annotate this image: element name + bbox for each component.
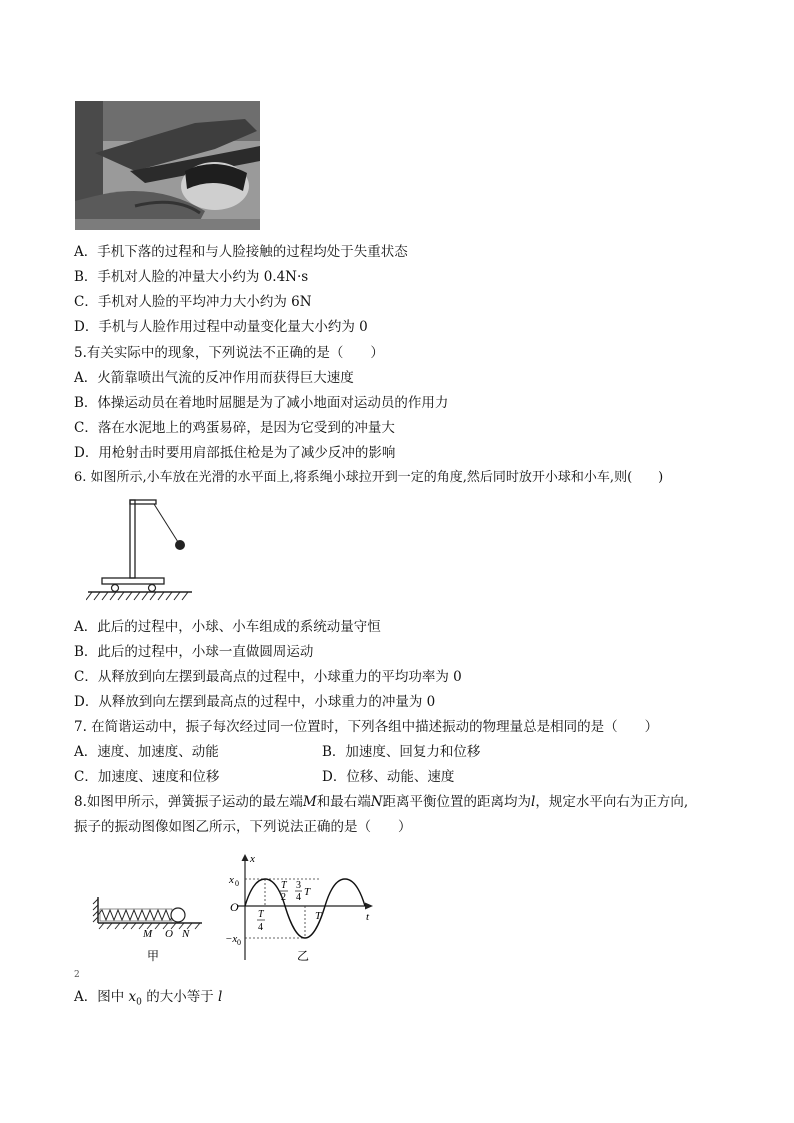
spring-oscillator-figure: [92, 885, 210, 969]
q7-stem: 7. 在简谐运动中，振子每次经过同一位置时，下列各组中描述振动的物理量总是相同的是（ ）: [74, 719, 659, 735]
q8-l-symbol: l: [531, 794, 536, 810]
q8-option-a-l: l: [218, 989, 223, 1005]
quarter-t-numerator: T: [258, 909, 264, 920]
q8-stem-line-1: [74, 793, 688, 811]
three-quarter-numerator: 3: [296, 880, 301, 891]
cart-pendulum-figure: [86, 496, 196, 608]
q8-stem-text-2: 和最右端: [316, 794, 371, 810]
q5-stem: 5.有关实际中的现象，下列说法不正确的是（ ）: [74, 345, 384, 361]
q5-option-a: A．火箭靠喷出气流的反冲作用而获得巨大速度: [74, 370, 354, 386]
q7-option-b: B．加速度、回复力和位移: [322, 744, 481, 760]
quarter-t-denominator: 4: [258, 922, 263, 933]
period-t-label: T: [315, 910, 322, 922]
three-quarter-denominator: 4: [296, 892, 301, 903]
q4-option-b: B．手机对人脸的冲量大小约为 0.4N·s: [74, 269, 309, 285]
q5-option-d: D．用枪射击时要用肩部抵住枪是为了减少反冲的影响: [74, 445, 396, 461]
q6-option-b: B．此后的过程中，小球一直做圆周运动: [74, 644, 314, 660]
vibration-graph: [225, 850, 377, 968]
q7-option-c: C．加速度、速度和位移: [74, 769, 220, 785]
q6-option-c: C．从释放到向左摆到最高点的过程中，小球重力的平均功率为 0: [74, 669, 462, 685]
q8-option-a-text-2: 的大小等于: [141, 989, 218, 1005]
q8-stem-line-2: 振子的振动图像如图乙所示，下列说法正确的是（ ）: [74, 819, 412, 835]
three-quarter-t: T: [304, 886, 311, 898]
q8-stem-text-4: ，规定水平向右为正方向,: [535, 794, 689, 810]
q6-option-a: A．此后的过程中，小球、小车组成的系统动量守恒: [74, 619, 381, 635]
q4-option-d: D．手机与人脸作用过程中动量变化量大小约为 0: [74, 319, 368, 335]
caption-jia: 甲: [147, 949, 160, 963]
q8-stem-text-3: 距离平衡位置的距离均为: [382, 794, 532, 810]
origin-label: O: [230, 900, 239, 914]
q5-option-c: C．落在水泥地上的鸡蛋易碎，是因为它受到的冲量大: [74, 420, 395, 436]
photo-illustration: [75, 101, 260, 230]
x0-subscript: 0: [235, 879, 239, 888]
axis-t-label: t: [366, 911, 370, 923]
caption-yi: 乙: [297, 949, 310, 963]
half-t-numerator: T: [281, 880, 287, 891]
q8-option-a-x: x: [128, 989, 137, 1005]
q7-option-a: A．速度、加速度、动能: [74, 744, 219, 760]
q5-option-b: B．体操运动员在着地时屈腿是为了减小地面对运动员的作用力: [74, 395, 449, 411]
axis-x-label: x: [250, 853, 255, 865]
q8-stem-text-1: 8.如图甲所示，弹簧振子运动的最左端: [74, 794, 303, 810]
q7-options-row-2: [74, 768, 714, 786]
q8-option-a: [74, 988, 222, 1012]
q6-option-d: D．从释放到向左摆到最高点的过程中，小球重力的冲量为 0: [74, 694, 436, 710]
vibration-graph-figure: [225, 850, 377, 972]
label-m: M: [143, 928, 153, 940]
neg-x0-label: −x: [225, 933, 238, 945]
phone-face-photo: [75, 101, 260, 230]
half-t-denominator: 2: [281, 892, 286, 903]
q8-m-symbol: M: [302, 794, 317, 810]
neg-x0-subscript: 0: [237, 938, 241, 947]
stray-mark: 2: [74, 970, 80, 980]
q4-option-a: A．手机下落的过程和与人脸接触的过程均处于失重状态: [74, 244, 408, 260]
q4-option-c: C．手机对人脸的平均冲力大小约为 6N: [74, 294, 312, 310]
spring-oscillator-diagram: [92, 885, 210, 965]
label-o: O: [165, 928, 173, 940]
label-n: N: [182, 928, 190, 940]
x0-label: x: [229, 874, 234, 886]
q6-stem: 6. 如图所示,小车放在光滑的水平面上,将系绳小球拉开到一定的角度,然后同时放开小球和小车,则( ): [74, 470, 664, 485]
q7-options-row-1: [74, 743, 714, 761]
q7-option-d: D．位移、动能、速度: [322, 769, 455, 785]
cart-pendulum-diagram: [86, 496, 196, 604]
q8-n-symbol: N: [370, 794, 383, 810]
q8-option-a-text-1: A．图中: [74, 989, 129, 1005]
q8-option-a-sub: 0: [136, 997, 142, 1008]
